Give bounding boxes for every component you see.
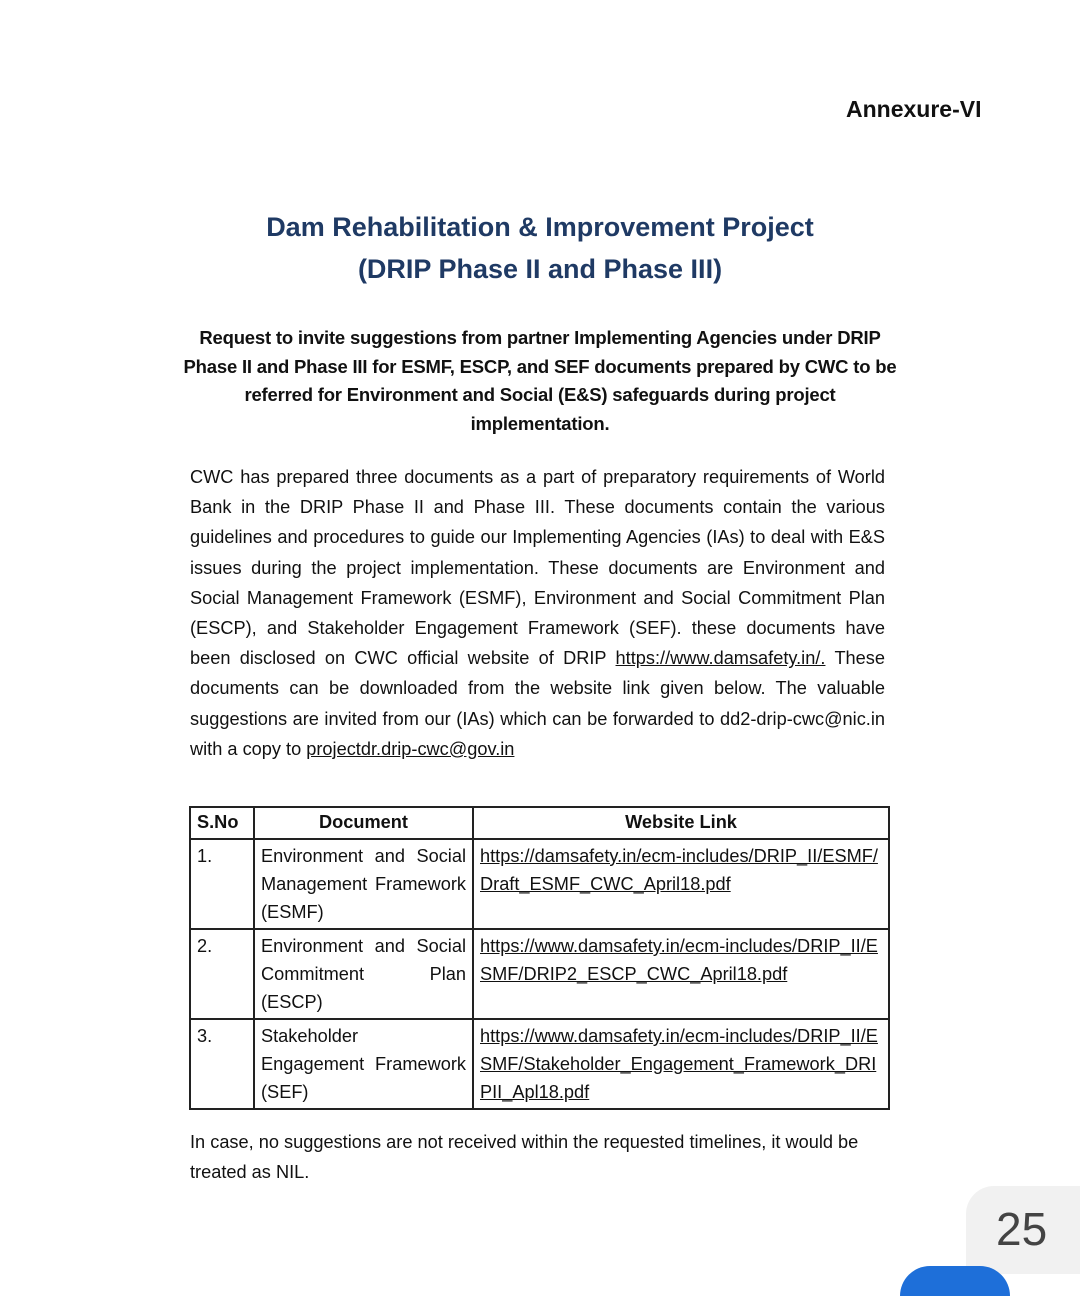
row-document: Environment and Social Management Framework (ESMF) [254,839,473,929]
header-document: Document [254,807,473,839]
title-line-1: Dam Rehabilitation & Improvement Project [266,212,814,242]
row-link-cell [473,839,889,929]
row-link[interactable]: https://damsafety.in/ecm-includes/DRIP_II/ESMF/Draft_ESMF_CWC_April18.pdf [480,846,878,894]
page-number-badge [966,1186,1080,1274]
table-row [190,1019,889,1109]
annexure-label: Annexure-VI [846,96,982,122]
row-sno: 3. [190,1019,254,1109]
row-document: Environment and Social Commitment Plan (ESCP) [254,929,473,1019]
body-paragraph [190,462,885,764]
header-sno: S.No [190,807,254,839]
row-link-cell [473,929,889,1019]
row-link[interactable]: https://www.damsafety.in/ecm-includes/DRIP_II/ESMF/DRIP2_ESCP_CWC_April18.pdf [480,936,878,984]
row-sno: 1. [190,839,254,929]
damsafety-link[interactable]: https://www.damsafety.in/. [615,648,826,669]
request-subtitle: Request to invite suggestions from partner Implementing Agencies under DRIP Phase II and Phase III for ESMF, ESCP, and SEF documents prepared by CWC to be referred for Environment and Social (E&S) safeguards during project implementation. [183,327,897,434]
row-document: Stakeholder Engagement Framework (SEF) [254,1019,473,1109]
table-row [190,929,889,1019]
page-number: 25 [996,1203,1048,1255]
title-line-2: (DRIP Phase II and Phase III) [357,254,723,284]
page-title [160,206,920,290]
body-part-2: These documents can be downloaded from the website link given below. The valuable suggestions are invited from our (IAs) which can be forwarded to dd2-drip-cwc@nic.in with a copy to [190,648,885,759]
row-sno: 2. [190,929,254,1019]
footer-note: In case, no suggestions are not received within the requested timelines, it would be treated as NIL. [190,1132,859,1182]
scroll-button-edge[interactable] [900,1266,1010,1296]
row-link-cell [473,1019,889,1109]
table-row [190,839,889,929]
documents-table [189,806,890,1110]
header-website-link: Website Link [473,807,889,839]
row-link[interactable]: https://www.damsafety.in/ecm-includes/DRIP_II/ESMF/Stakeholder_Engagement_Framework_DRIPII_Apl18.pdf [480,1026,878,1102]
email-link[interactable]: projectdr.drip-cwc@gov.in [306,738,515,759]
table-header-row [190,807,889,839]
body-part-1: CWC has prepared three documents as a part of preparatory requirements of World Bank in the DRIP Phase II and Phase III. These documents contain the various guidelines and procedures to guide our Implementing Agencies (IAs) to deal with E&S issues during the project implementation. These documents are Environment and Social Management Framework (ESMF), Environment and Social Commitment Plan (ESCP), and Stakeholder Engagement Framework (SEF). these documents have been disclosed on CWC official website of DRIP [190,467,885,669]
